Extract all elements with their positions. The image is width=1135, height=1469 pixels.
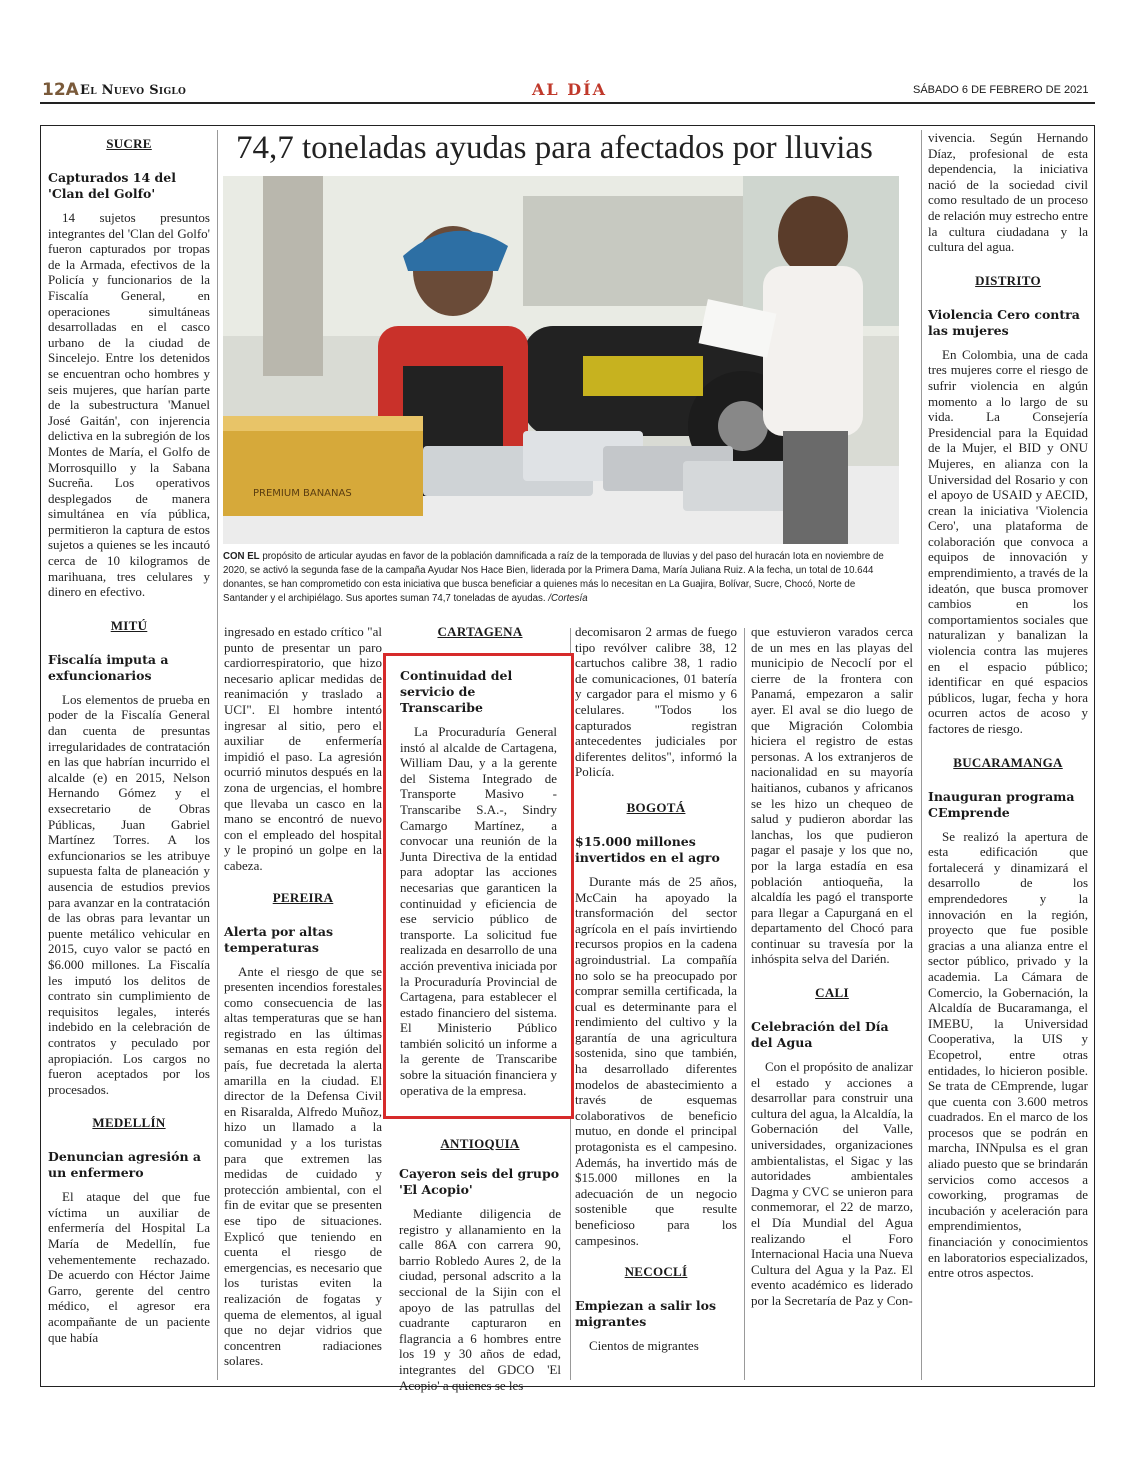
article-bogota: Durante más de 25 años, McCain ha apoyado la transformación del sector agrícola en el país invirtiendo recursos propios en la cadena agroindustrial. La compañía no solo se ha preocupado por comprar semilla certificada, la cual es determinante para el rendimiento del cultivo y la garantía de una agricultura sostenida, sino que también, ha desarrollado diferentes modelos de abastecimiento a través de esquemas colaborativos de beneficio mutuo, en donde el principal protagonista es el campesino. Además, ha invertido más de $15.000 millones en la adecuación de un negocio sostenible que resulte beneficioso para los campesinos.: [575, 873, 737, 1248]
section-tag-necocli: NECOCLÍ: [624, 1264, 688, 1280]
article-distrito: En Colombia, una de cada tres mujeres corre el riesgo de sufrir violencia en algún momento a lo largo de su vida. La Consejería Presidencial para la Equidad de la Mujer, el BID y ONU Mujeres, en alianza con la Universidad del Rosario y con el apoyo de USAID y AECID, crean la iniciativa 'Violencia Cero', una plataforma de colaboración que convoca a equipos de innovación y emprendimiento, a través de la ideatón, que busca promover cambios en los comportamientos sociales que naturalizan y banalizan la violencia contra las mujeres en el espacio público; identificar en qué espacios públicos, lugar, fecha y hora ocurren actos de acoso y factores de riesgo.: [928, 346, 1088, 736]
section-tag-cali: CALI: [815, 985, 849, 1001]
column-2: [224, 624, 382, 1369]
section-tag-antioquia: ANTIOQUIA: [440, 1136, 520, 1151]
header-rule: [40, 102, 1095, 104]
headline-transcaribe: Continuidad del servicio de Transcaribe: [400, 668, 513, 715]
column-1: [48, 130, 210, 1345]
article-medellin: El ataque del que fue víctima un auxiliar de enfermería del Hospital La María de Medellín, fue vehementemente rechazado. De acuerdo con Héctor Jaime Garro, gerente del centro médico, el agresor era acompañante de un paciente que había: [48, 1189, 210, 1345]
photo-caption: [223, 550, 899, 606]
article-cali-continued: vivencia. Según Hernando Díaz, profesional de esta dependencia, la iniciativa nació de la sociedad civil como resultado de un proceso de relación muy estrecho entre la cultura ciudadana y la cultura del agua.: [928, 130, 1088, 255]
volunteers-packing-aid-photo: [223, 176, 899, 544]
column-6: [928, 130, 1088, 1281]
headline-necocli: Empiezan a salir los migrantes: [575, 1298, 716, 1330]
article-pereira: Ante el riesgo de que se presenten incendios forestales como consecuencia de las altas temperaturas que se han registrado en las últimas semanas en esta región del país, fue decretada la alerta amarilla en la ciudad. El director de la Defensa Civil en Risaralda, Alfredo Muñoz, hizo un llamado a la comunidad y a los turistas para que extremen las medidas de cuidado y protección ambiental, con el fin de evitar que se presenten ese tipo de situaciones. Explicó que teniendo en cuenta el riesgo de emergencias, es necesario que los turistas eviten la realización de fogatas y quema de elementos, al igual que no dejar vidrios que concentren radiaciones solares.: [224, 963, 382, 1369]
headline-pereira: Alerta por altas temperaturas: [224, 923, 333, 955]
headline-cali: Celebración del Día del Agua: [751, 1019, 889, 1051]
svg-text:PREMIUM BANANAS: PREMIUM BANANAS: [253, 488, 352, 499]
column-rule: [217, 130, 218, 1380]
column-5: [751, 624, 913, 1309]
article-bucaramanga: Se realizó la apertura de esta edificación que fortalecerá y dinamizará el desarrollo de los emprendedores y la innovación en la región, proyecto que fue posible gracias a una alianza entre el sector público, privado y la academia. La Cámara de Comercio, la Gobernación, la Alcaldía de Bucaramanga, el IMEBU, la Universidad Cooperativa, la UIS y Ecopetrol, entre otras entidades, lo hicieron posible. Se trata de CEmprende, lugar que cuenta con 3.600 metros cuadrados. En el marco de los procesos que se podrán en marcha, INNpulsa es el gran aliado puesto que se brindarán servicios como accesos a coworking, programas de incubación y aceleración para emprendimientos, financiación y conocimientos en laboratorios especializados, entre otros aspectos.: [928, 828, 1088, 1281]
headline-bogota: $15.000 millones invertidos en el agro: [575, 833, 720, 865]
main-photo: [223, 176, 899, 544]
article-mitu: Los elementos de prueba en poder de la Fiscalía General dan cuenta de presuntas irregularidades de contratación en las que habrían incurrido el alcalde (e) en 2015, Nelson Hernando Gómez y el exsecretario de Obras Públicas, Juan Gabriel Martínez Torres. A los exfuncionarios se les atribuye supuesta falta de planeación y ausencia de estudios previos para avanzar en la contratación de las obras para levantar un puente metálico vehicular en 2015, cuyo valor se pactó en $6.000 millones. La Fiscalía les imputó los delitos de contrato sin cumplimiento de requisitos legales, interés indebido en la celebración de contratos y peculado por apropiación. Los cargos no fueron aceptados por los procesados.: [48, 691, 210, 1097]
headline-bucaramanga: Inauguran programa CEmprende: [928, 788, 1075, 820]
caption-text: propósito de articular ayudas en favor de la población damnificada a raíz de la temporada de lluvias y del paso del huracán Iota en noviembre de 2020, se activó la segunda fase de la campaña Ayudar Nos Hace Bien, liderada por la Primera Dama, María Juliana Ruiz. A la fecha, un total de 10.644 donantes, se han comprometido con esta iniciativa que busca beneficiar a quienes más lo necesitan en La Guajira, Bolívar, Sucre, Chocó, Norte de Santander y el archipiélago. Sus aportes suman 74,7 toneladas de ayudas.: [223, 551, 884, 604]
section-name: AL DÍA: [532, 80, 608, 99]
newspaper-name: El Nuevo Siglo: [80, 83, 187, 98]
column-4: [575, 624, 737, 1354]
article-necocli-continued: que estuvieron varados cerca de un mes en las playas del municipio de Necoclí por el cierre de la frontera con Panamá, empezaron a salir ayer. El aval se dio luego de que Migración Colombia hiciera el registro de estas personas. A los extranjeros de nacionalidad en su mayoría haitianos, cubanos y africanos se les hizo un chequeo de salud y pudieron abordar las lanchas, los que pudieron pagar el pasaje y los que no, por la larga estadía en esa población antioqueña, la alcaldía les pagó el transporte para llegar a Capurganá en el departamento del Chocó para continuar su travesía por la inhóspita selva del Darién.: [751, 624, 913, 967]
section-tag-sucre: SUCRE: [106, 136, 152, 151]
headline-antioquia: Cayeron seis del grupo 'El Acopio': [399, 1166, 560, 1197]
article-transcaribe: La Procuraduría General instó al alcalde de Cartagena, William Dau, y a la gerente del Sistema Integrado de Transporte Masivo -Transcaribe S.A.-, Sindry Camargo Martínez, a convocar una reunión de la Junta Directiva de la entidad para adoptar las acciones necesarias que garanticen la continuidad y eficiencia de ese servicio público de transporte. La solicitud fue realizada en desarrollo de una acción preventiva iniciada por la Procuraduría Provincial de Cartagena, para establecer el estado financiero del sistema. El Ministerio Público también solicitó un informe a la gerente de Transcaribe sobre la situación financiera y operativa de la empresa.: [400, 724, 558, 1098]
caption-credit: /Cortesía: [548, 593, 588, 604]
main-headline: 74,7 toneladas ayudas para afectados por lluvias: [236, 130, 873, 166]
headline-sucre: Capturados 14 del 'Clan del Golfo': [48, 170, 176, 201]
section-tag-pereira: PEREIRA: [272, 889, 334, 905]
section-tag-mitu: MITÚ: [110, 617, 148, 633]
article-cali: Con el propósito de analizar el estado y acciones a desarrollar para construir una cultura del agua, la Alcaldía, la Gobernación del Valle, universidades, organizaciones ambientalistas, el Sigac y las autoridades ambientales Dagma y CVC se unieron para conmemorar, el 22 de marzo, el Día Mundial del Agua realizando el Foro Internacional Hacia una Nueva Cultura del Agua y la Paz. El evento académico es liderado por la Secretaría de Paz y Con-: [751, 1059, 913, 1308]
section-tag-bogota: BOGOTÁ: [626, 799, 686, 815]
column-rule: [744, 628, 745, 1380]
section-tag-bucaramanga: BUCARAMANGA: [953, 754, 1063, 770]
article-antioquia-continued: decomisaron 2 armas de fuego tipo revólver calibre 38, 12 cartuchos calibre 38, 1 radio de comunicaciones, 01 batería y cargador para el mismo y 6 celulares. "Todos los capturados registran antecedentes judiciales por diferentes delitos", informó la Policía.: [575, 624, 737, 780]
section-tag-distrito: DISTRITO: [975, 272, 1041, 288]
column-rule: [921, 130, 922, 1380]
headline-distrito: Violencia Cero contra las mujeres: [928, 306, 1080, 338]
section-tag-medellin: MEDELLÍN: [92, 1115, 166, 1131]
highlighted-article-transcaribe: [383, 653, 574, 1119]
article-necocli: Cientos de migrantes: [589, 1338, 699, 1354]
headline-mitu: Fiscalía imputa a exfuncionarios: [48, 651, 169, 683]
article-medellin-continued: ingresado en estado crítico "al punto de presentar un paro cardiorrespiratorio, que hizo necesario aplicar medidas de reanimación y traslado a UCI". El hombre intentó ingresar al sitio, pero el auxiliar de enfermería impidió el paso. La agresión ocurrió minutos después en la zona de urgencias, el hombre que llevaba un casco en la mano se encontró de nuevo con el empleado del hospital y le propinó un golpe en la cabeza.: [224, 624, 382, 873]
page-number: 12A: [42, 80, 79, 100]
headline-medellin: Denuncian agresión a un enfermero: [48, 1149, 201, 1181]
section-tag-cartagena: CARTAGENA: [437, 624, 523, 639]
article-sucre: 14 sujetos presuntos integrantes del 'Clan del Golfo' fueron capturados por tropas de la Armada, efectivos de la Policía y funcionarios de la Fiscalía General, en operaciones simultáneas desarrolladas en el casco urbano de la ciudad de Sincelejo. Entre los detenidos se encuentran ocho hombres y seis mujeres, que harían parte de la subestructura 'Manuel José Gaitán', con injerencia delictiva en la subregión de los Montes de María, el Golfo de Morrosquillo y la Sabana Sucreña. Los operativos desplegados de manera simultánea en vía pública, permitieron la captura de estos sujetos a quienes se les incautó cerca de 10 kilogramos de marihuana, tres celulares y dinero en efectivo.: [48, 210, 210, 600]
article-antioquia: Mediante diligencia de registro y allanamiento en la calle 86A con carrera 90, barrio Robledo Aures 2, de la ciudad, personal adscrito a la seccional de la Sijin con el apoyo de las patrullas del cuadrante capturaron en flagrancia a 6 hombres entre los 19 y 30 años de edad, integrantes del GDCO 'El Acopio' a quienes se les: [399, 1206, 561, 1393]
issue-date: SÁBADO 6 DE FEBRERO DE 2021: [913, 84, 1089, 96]
caption-lead: CON EL: [223, 551, 260, 562]
